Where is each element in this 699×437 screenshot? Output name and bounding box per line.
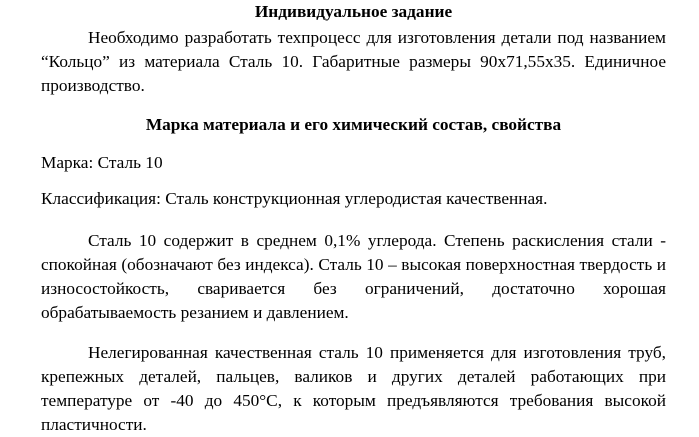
- task-paragraph: Необходимо разработать техпроцесс для изготовления детали под названием “Кольцо” из материала Сталь 10. Габаритные размеры 90х71,55х35. Единичное производство.: [41, 28, 666, 95]
- usage-paragraph: Нелегированная качественная сталь 10 применяется для изготовления труб, крепежных деталей, пальцев, валиков и других деталей работающих при температуре от -40 до 450°С, к которым предъявляются требования высокой пластичности.: [41, 343, 666, 434]
- section-heading: Марка материала и его химический состав, свойства: [145, 115, 562, 134]
- classification-line: Классификация: Сталь конструкционная углеродистая качественная.: [41, 189, 548, 208]
- properties-paragraph: Сталь 10 содержит в среднем 0,1% углерода. Степень раскисления стали - спокойная (обозначают без индекса). Сталь 10 – высокая поверхностная твердость и износостойкость, сваривается без ограничений, достаточно хорошая обрабатываемость резанием и давлением.: [41, 231, 666, 322]
- document-title: Индивидуальное задание: [254, 2, 453, 21]
- material-grade-line: Марка: Сталь 10: [41, 153, 163, 172]
